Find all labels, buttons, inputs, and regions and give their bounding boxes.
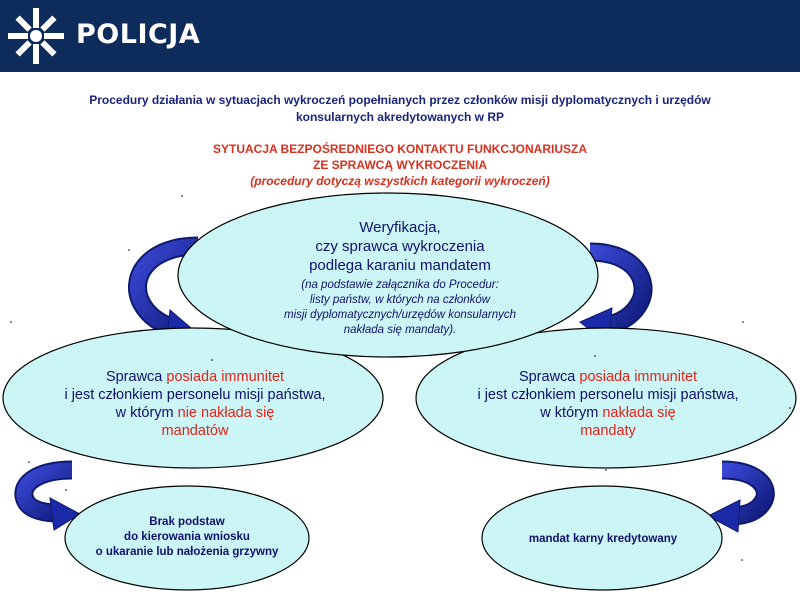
verification-line3: podlega karaniu mandatem	[309, 257, 491, 274]
right-line3	[438, 404, 778, 422]
right-line4: mandaty	[580, 423, 636, 439]
right-line1	[438, 368, 778, 386]
right-line2: i jest członkiem personelu misji państwa,	[477, 387, 739, 403]
verification-line2: czy sprawca wykroczenia	[315, 238, 485, 255]
verification-note-line4: nakłada się mandaty).	[343, 324, 457, 336]
verification-note-line2: listy państw, w których na członków	[309, 294, 491, 306]
right-line1-a: Sprawca	[518, 369, 580, 385]
situation-line1: SYTUACJA BEZPOŚREDNIEGO KONTAKTU FUNKCJONARIUSZA	[212, 142, 587, 156]
credit-fine-line1: mandat karny kredytowany	[528, 533, 678, 545]
no-basis-line2: do kierowania wniosku	[124, 531, 250, 543]
top-ellipse-text	[210, 218, 590, 338]
left-line3-a: w którym	[115, 405, 178, 421]
left-line3	[30, 404, 360, 422]
left-line4: mandatów	[161, 423, 229, 439]
left-line1-b: posiada immunitet	[166, 369, 285, 385]
left-line3-b: nie nakłada się	[177, 405, 275, 421]
page-title-line1: Procedury działania w sytuacjach wykroczeń popełnianych przez członków misji dyplomatycznych i urzędów	[89, 93, 711, 107]
no-basis-line1: Brak podstaw	[149, 516, 225, 528]
right-line3-b: nakłada się	[602, 405, 676, 421]
left-line1	[30, 368, 360, 386]
brand-title: POLICJA	[76, 19, 201, 50]
verification-note-line1: (na podstawie załącznika do Procedur:	[301, 279, 499, 291]
page-title-line2: konsularnych akredytowanych w RP	[295, 110, 505, 124]
left-line2: i jest członkiem personelu misji państwa,	[64, 387, 326, 403]
bottom-left-ellipse-text	[72, 515, 302, 560]
right-line3-a: w którym	[540, 405, 603, 421]
situation-line2: ZE SPRAWCĄ WYKROCZENIA	[313, 158, 487, 172]
left-line1-a: Sprawca	[105, 369, 167, 385]
verification-line1: Weryfikacja,	[359, 219, 441, 236]
right-line1-b: posiada immunitet	[579, 369, 698, 385]
verification-note	[210, 278, 590, 338]
no-basis-line3: o ukaranie lub nałożenia grzywny	[95, 546, 279, 558]
left-ellipse-text	[30, 368, 360, 440]
bottom-right-ellipse-text	[488, 533, 718, 545]
situation-line3: (procedury dotyczą wszystkich kategorii wykroczeń)	[250, 174, 550, 188]
verification-note-line3: misji dyplomatycznych/urzędów konsularnych	[283, 309, 516, 321]
right-ellipse-text	[438, 368, 778, 440]
